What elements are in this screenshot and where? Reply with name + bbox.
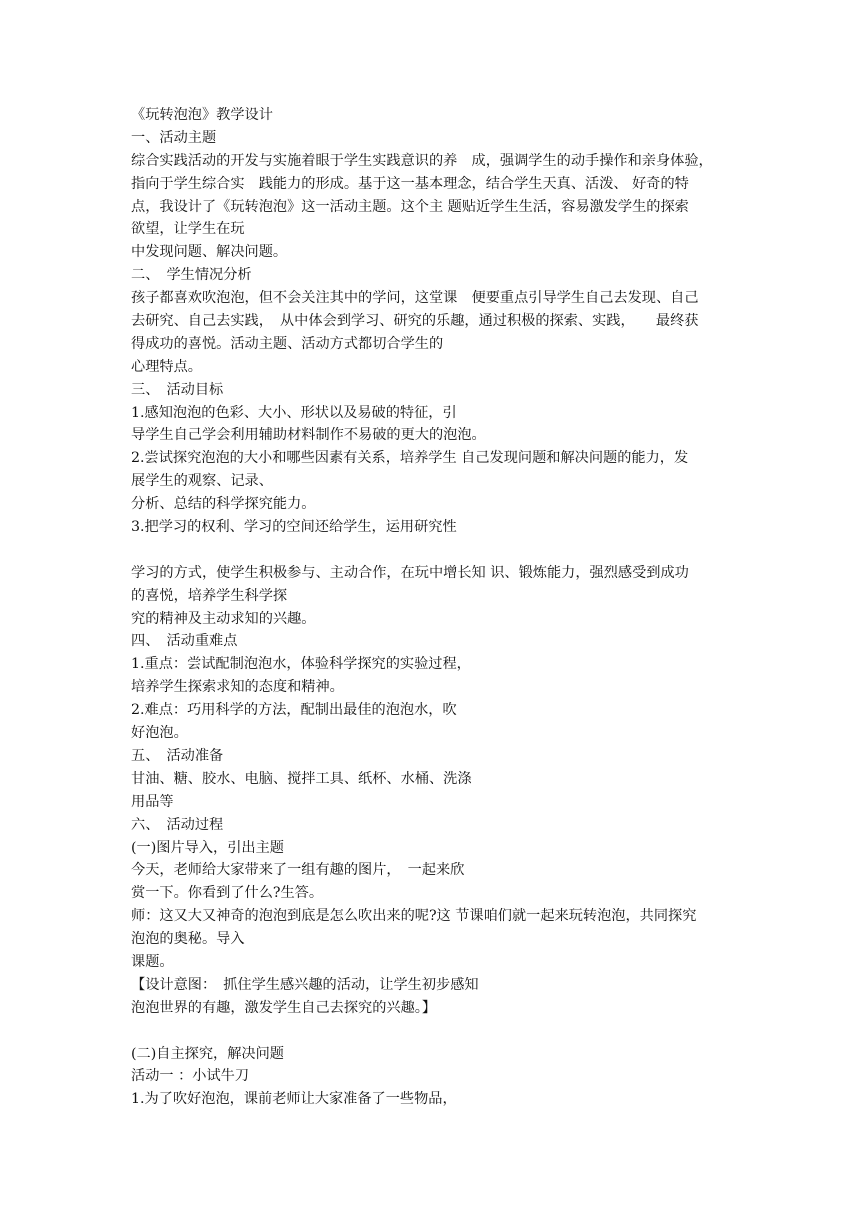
paragraph-line: 1.为了吹好泡泡，课前老师让大家准备了一些物品，: [131, 1091, 457, 1108]
paragraph-line: 孩子都喜欢吹泡泡，但不会关注其中的学问，这堂课 便要重点引导学生自己去发现、自己: [131, 290, 699, 307]
paragraph-line: 指向于学生综合实 践能力的形成。基于这一基本理念，结合学生天真、活泼、 好奇的特: [131, 175, 689, 192]
paragraph-line: 今天，老师给大家带来了一组有趣的图片， 一起来欣: [131, 862, 465, 879]
paragraph-line: 综合实践活动的开发与实施着眼于学生实践意识的养 成，强调学生的动手操作和亲身体验，: [131, 152, 713, 169]
paragraph-line: 3.把学习的权利、学习的空间还给学生，运用研究性: [131, 519, 457, 536]
section-heading-preparation: 五、 活动准备: [131, 747, 224, 764]
blank-line: [131, 1020, 735, 1043]
paragraph-line: 2.尝试探究泡泡的大小和哪些因素有关系，培养学生 自己发现问题和解决问题的能力，发: [131, 450, 689, 467]
paragraph-line: 的喜悦，培养学生科学探: [131, 587, 288, 604]
design-intent-note: 【设计意图： 抓住学生感兴趣的活动，让学生初步感知: [131, 976, 479, 993]
paragraph-line: 1.感知泡泡的色彩、大小、形状以及易破的特征，引: [131, 404, 457, 421]
paragraph-line: 学习的方式，使学生积极参与、主动合作，在玩中增长知 识、锻炼能力，强烈感受到成功: [131, 564, 689, 581]
paragraph-line: 得成功的喜悦。活动主题、活动方式都切合学生的: [131, 335, 444, 352]
paragraph-line: 心理特点。: [131, 358, 202, 375]
subsection-heading-picture-intro: (一)图片导入，引出主题: [131, 839, 284, 856]
paragraph-line: 欲望，让学生在玩: [131, 221, 245, 238]
paragraph-line: 甘油、糖、胶水、电脑、搅拌工具、纸杯、水桶、洗涤: [131, 770, 472, 787]
paragraph-line: 泡泡的奥秘。导入: [131, 931, 245, 948]
paragraph-line: 培养学生探索求知的态度和精神。: [131, 679, 344, 696]
paragraph-line: 课题。: [131, 953, 174, 970]
subsection-heading-self-exploration: (二)自主探究，解决问题: [131, 1045, 284, 1062]
activity-heading: 活动一 ：小试牛刀: [131, 1068, 250, 1085]
blank-line: [131, 539, 735, 562]
document-title: 《玩转泡泡》教学设计: [131, 107, 273, 123]
paragraph-line: 分析、总结的科学探究能力。: [131, 496, 316, 513]
paragraph-line: 展学生的观察、记录、: [131, 473, 273, 490]
paragraph-line: 用品等: [131, 793, 174, 810]
paragraph-line: 师：这又大又神奇的泡泡到底是怎么吹出来的呢?这 节课咱们就一起来玩转泡泡，共同探究: [131, 908, 697, 925]
paragraph-line: 1.重点：尝试配制泡泡水，体验科学探究的实验过程，: [131, 656, 471, 673]
paragraph-line: 2.难点：巧用科学的方法，配制出最佳的泡泡水，吹: [131, 702, 457, 719]
section-heading-activity-theme: 一、活动主题: [131, 129, 217, 146]
paragraph-line: 中发现问题、解决问题。: [131, 244, 288, 261]
design-intent-note: 泡泡世界的有趣，激发学生自己去探究的兴趣。】: [131, 999, 437, 1016]
paragraph-line: 点，我设计了《玩转泡泡》这一活动主题。这个主 题贴近学生生活，容易激发学生的探索: [131, 198, 689, 215]
paragraph-line: 究的精神及主动求知的兴趣。: [131, 610, 316, 627]
paragraph-line: 导学生自己学会利用辅助材料制作不易破的更大的泡泡。: [131, 427, 486, 444]
document-body: [131, 104, 735, 1111]
section-heading-process: 六、 活动过程: [131, 816, 224, 833]
paragraph-line: 赏一下。你看到了什么?生答。: [131, 885, 324, 902]
paragraph-line: 好泡泡。: [131, 725, 188, 742]
section-heading-activity-goals: 三、 活动目标: [131, 381, 224, 398]
section-heading-student-analysis: 二、 学生情况分析: [131, 267, 252, 284]
paragraph-line: 去研究、自己去实践， 从中体会到学习、研究的乐趣，通过积极的探索、实践， 最终获: [131, 313, 699, 330]
section-heading-key-points: 四、 活动重难点: [131, 633, 238, 650]
